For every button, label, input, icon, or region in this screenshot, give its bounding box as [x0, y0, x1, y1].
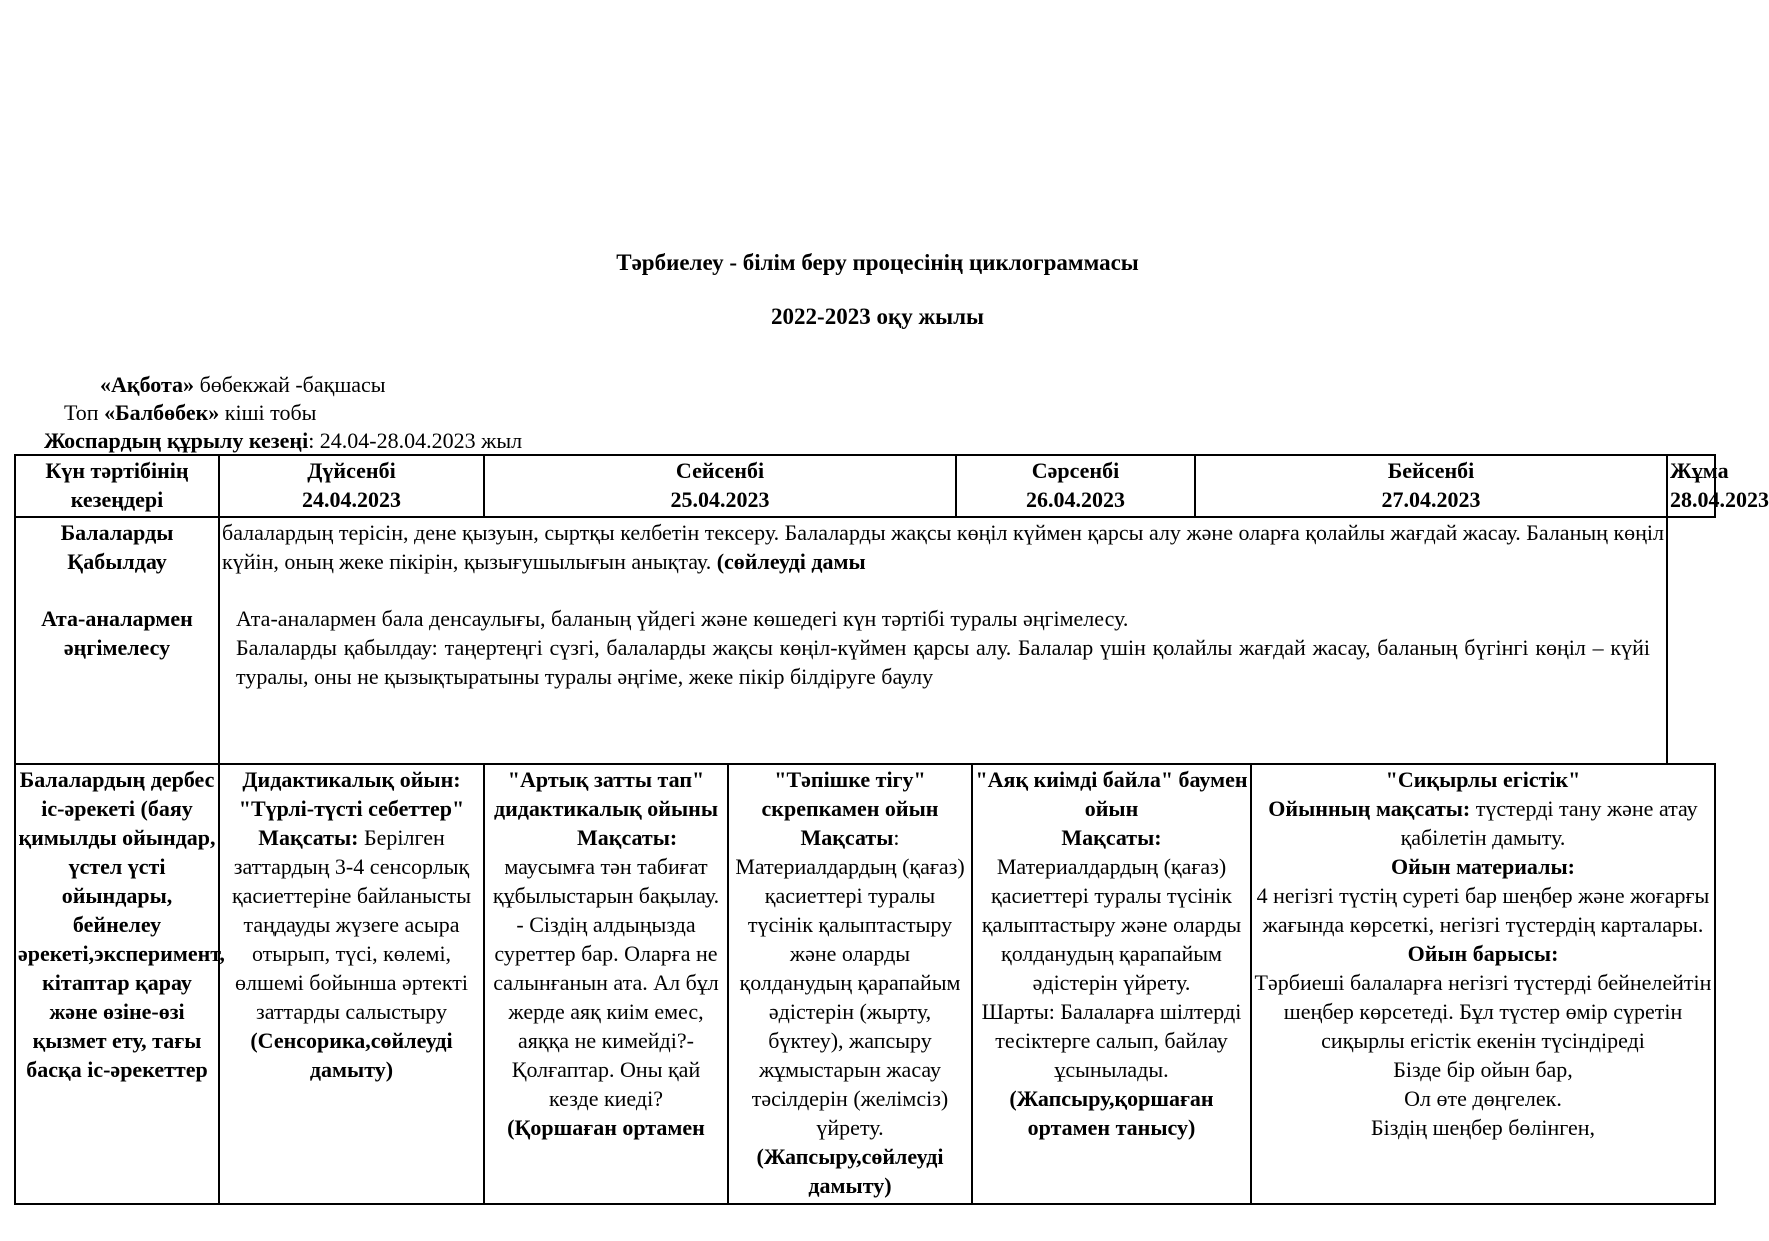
kindergarten-line — [100, 372, 386, 398]
poem-line: Біздің шеңбер бөлінген, — [1370, 1115, 1596, 1140]
poem-line: Бізде бір ойын бар, — [1393, 1057, 1573, 1082]
schedule-table — [14, 454, 1769, 1205]
goal-colon: : — [893, 825, 900, 850]
day-date: 26.04.2023 — [1026, 487, 1125, 512]
day-date: 28.04.2023 — [1670, 487, 1769, 512]
kindergarten-suffix: бөбекжай -бақшасы — [194, 372, 386, 397]
group-suffix: кіші тобы — [219, 400, 317, 425]
parents-stage-title: Ата-аналармен әңгімелесу — [41, 606, 193, 660]
activity-dialog: - Сіздің алдыңызда суреттер бар. Оларға не салынғанын ата. Ал бұл жерде аяқ киім емес, аяққа не кимейді?- Қолғаптар. Оны қай кезде киеді? — [493, 912, 719, 1111]
activity-rule: Шарты: Балаларға шілтерді тесіктерге салып, байлау ұсынылады. — [981, 999, 1242, 1082]
period-label: Жоспардың құрылу кезеңі — [44, 428, 309, 453]
period-value: : 24.04-28.04.2023 жыл — [308, 428, 523, 453]
reception-stage — [15, 517, 219, 764]
activity-stage: Балалардың дербес іс-әрекеті (баяу қимылды ойындар, үстел үсті ойындары, бейнелеу әрекеті,эксперимент, кітаптар қарау және өзіне-өзі қызмет ету, тағы басқа іс-әрекеттер — [15, 764, 219, 1204]
activity-thu — [972, 764, 1251, 1204]
reception-content — [219, 517, 1667, 764]
day-date: 24.04.2023 — [302, 487, 401, 512]
goal-label: Мақсаты: — [577, 825, 678, 850]
activity-wed — [728, 764, 972, 1204]
material-text: 4 негізгі түстің суреті бар шеңбер және жоғарғы жағында көрсеткі, негізгі түстердің карталары. — [1256, 883, 1710, 937]
reception-main-bold: (сөйлеуді дамы — [716, 549, 866, 574]
document-title: Тәрбиелеу - білім беру процесінің циклограммасы — [616, 250, 1139, 275]
activity-tag: (Жапсыру,қоршаған ортамен танысу) — [1009, 1086, 1214, 1140]
activity-title: "Артық затты тап" дидактикалық ойыны — [493, 767, 719, 821]
goal-text: маусымға тән табиғат құбылыстарын бақылау. — [492, 854, 720, 908]
day-name: Жұма — [1670, 458, 1729, 483]
activity-tue — [484, 764, 728, 1204]
process-label: Ойын барысы: — [1407, 941, 1559, 966]
day-name: Бейсенбі — [1387, 458, 1475, 483]
group-name: «Балбөбек» — [104, 400, 220, 425]
activity-goal — [1254, 794, 1712, 852]
day-header-tue — [484, 455, 956, 517]
activity-row — [15, 764, 1715, 1204]
activity-goal — [731, 823, 969, 852]
activity-title: "Аяқ киімді байла" баумен ойын — [975, 767, 1248, 821]
activity-title: "Тәпішке тігу" скрепкамен ойын — [761, 767, 939, 821]
goal-text: Берілген заттардың 3-4 сенсорлық қасиеттеріне байланысты таңдауды жүзеге асыра отырып, түсі, көлемі, өлшемі бойынша әртекті заттарды салыстыру — [231, 825, 472, 1024]
day-name: Сәрсенбі — [1031, 458, 1120, 483]
process-text: Тәрбиеші балаларға негізгі түстерді бейнелейтін шеңбер көрсетеді. Бұл түстер өмір сүретін сиқырлы егістік екенін түсіндіреді — [1254, 970, 1712, 1053]
day-header-wed — [956, 455, 1195, 517]
poem-line: Ол өте дөңгелек. — [1404, 1086, 1562, 1111]
group-prefix: Топ — [64, 400, 105, 425]
material-label: Ойын материалы: — [1391, 854, 1575, 879]
stage-header: Күн тәртібінің кезеңдері — [15, 455, 219, 517]
activity-tag: (Жапсыру,сөйлеуді дамыту) — [756, 1144, 944, 1198]
activity-title: Дидактикалық ойын: "Түрлі-түсті себеттер" — [238, 767, 465, 821]
academic-year: 2022-2023 оқу жылы — [771, 304, 984, 329]
day-header-fri — [1667, 455, 1769, 517]
reception-main-plain: балалардың терісін, дене қызуын, сыртқы келбетін тексеру. Балаларды жақсы көңіл күймен қарсы алу және оларға қолайлы жағдай жасау. Баланың көңіл күйін, оның жеке пікірін, қызығушылығын анықтау. — [222, 520, 1664, 574]
goal-text: Материалдардың (қағаз) қасиеттері туралы түсінік қалыптастыру және оларды қолданудың қарапайым әдістерін (жырту, бүктеу), жапсыру жұмыстарын жасау тәсілдерін (желімсіз) үйрету. — [735, 854, 965, 1140]
header-row — [15, 455, 1715, 517]
goal-label: Мақсаты — [800, 825, 894, 850]
goal-label: Ойынның мақсаты: — [1268, 796, 1471, 821]
activity-fri — [1251, 764, 1715, 1204]
goal-text: түстерді тану және атау қабілетін дамыту. — [1400, 796, 1698, 850]
activity-mon — [219, 764, 484, 1204]
kindergarten-name: «Ақбота» — [100, 372, 195, 397]
reception-row — [15, 517, 1715, 764]
day-date: 25.04.2023 — [670, 487, 770, 512]
reception-main-text — [222, 518, 1664, 576]
day-name: Сейсенбі — [675, 458, 765, 483]
reception-stage-title: Балаларды Қабылдау — [60, 520, 174, 574]
reception-filter-text: Балаларды қабылдау: таңертеңгі сүзгі, балаларды жақсы көңіл-күймен қарсы алу. Балалар үшін қолайлы жағдай жасау, баланың бүгінгі көңіл – күйі туралы, оны не қызықтыратыны туралы әңгіме, жеке пікір білдіруге баулу — [236, 635, 1650, 689]
goal-label: Мақсаты: — [1061, 825, 1162, 850]
day-date: 27.04.2023 — [1381, 487, 1481, 512]
activity-tag: (Сенсорика,сөйлеуді дамыту) — [250, 1028, 453, 1082]
day-header-thu — [1195, 455, 1667, 517]
activity-title: "Сиқырлы егістік" — [1385, 767, 1581, 792]
activity-tag: (Қоршаған ортамен — [507, 1115, 705, 1140]
period-line — [44, 428, 522, 454]
activity-goal — [222, 823, 481, 1026]
parents-talk-text: Ата-аналармен бала денсаулығы, баланың үйдегі және көшедегі күн тәртібі туралы әңгімелесу. — [236, 606, 1129, 631]
goal-text: Материалдардың (қағаз) қасиеттері туралы түсінік қалыптастыру және оларды қолданудың қарапайым әдістерін үйрету. — [981, 854, 1242, 995]
day-header-mon — [219, 455, 484, 517]
day-name: Дүйсенбі — [307, 458, 396, 483]
group-line — [64, 400, 316, 426]
goal-label: Мақсаты: — [258, 825, 359, 850]
